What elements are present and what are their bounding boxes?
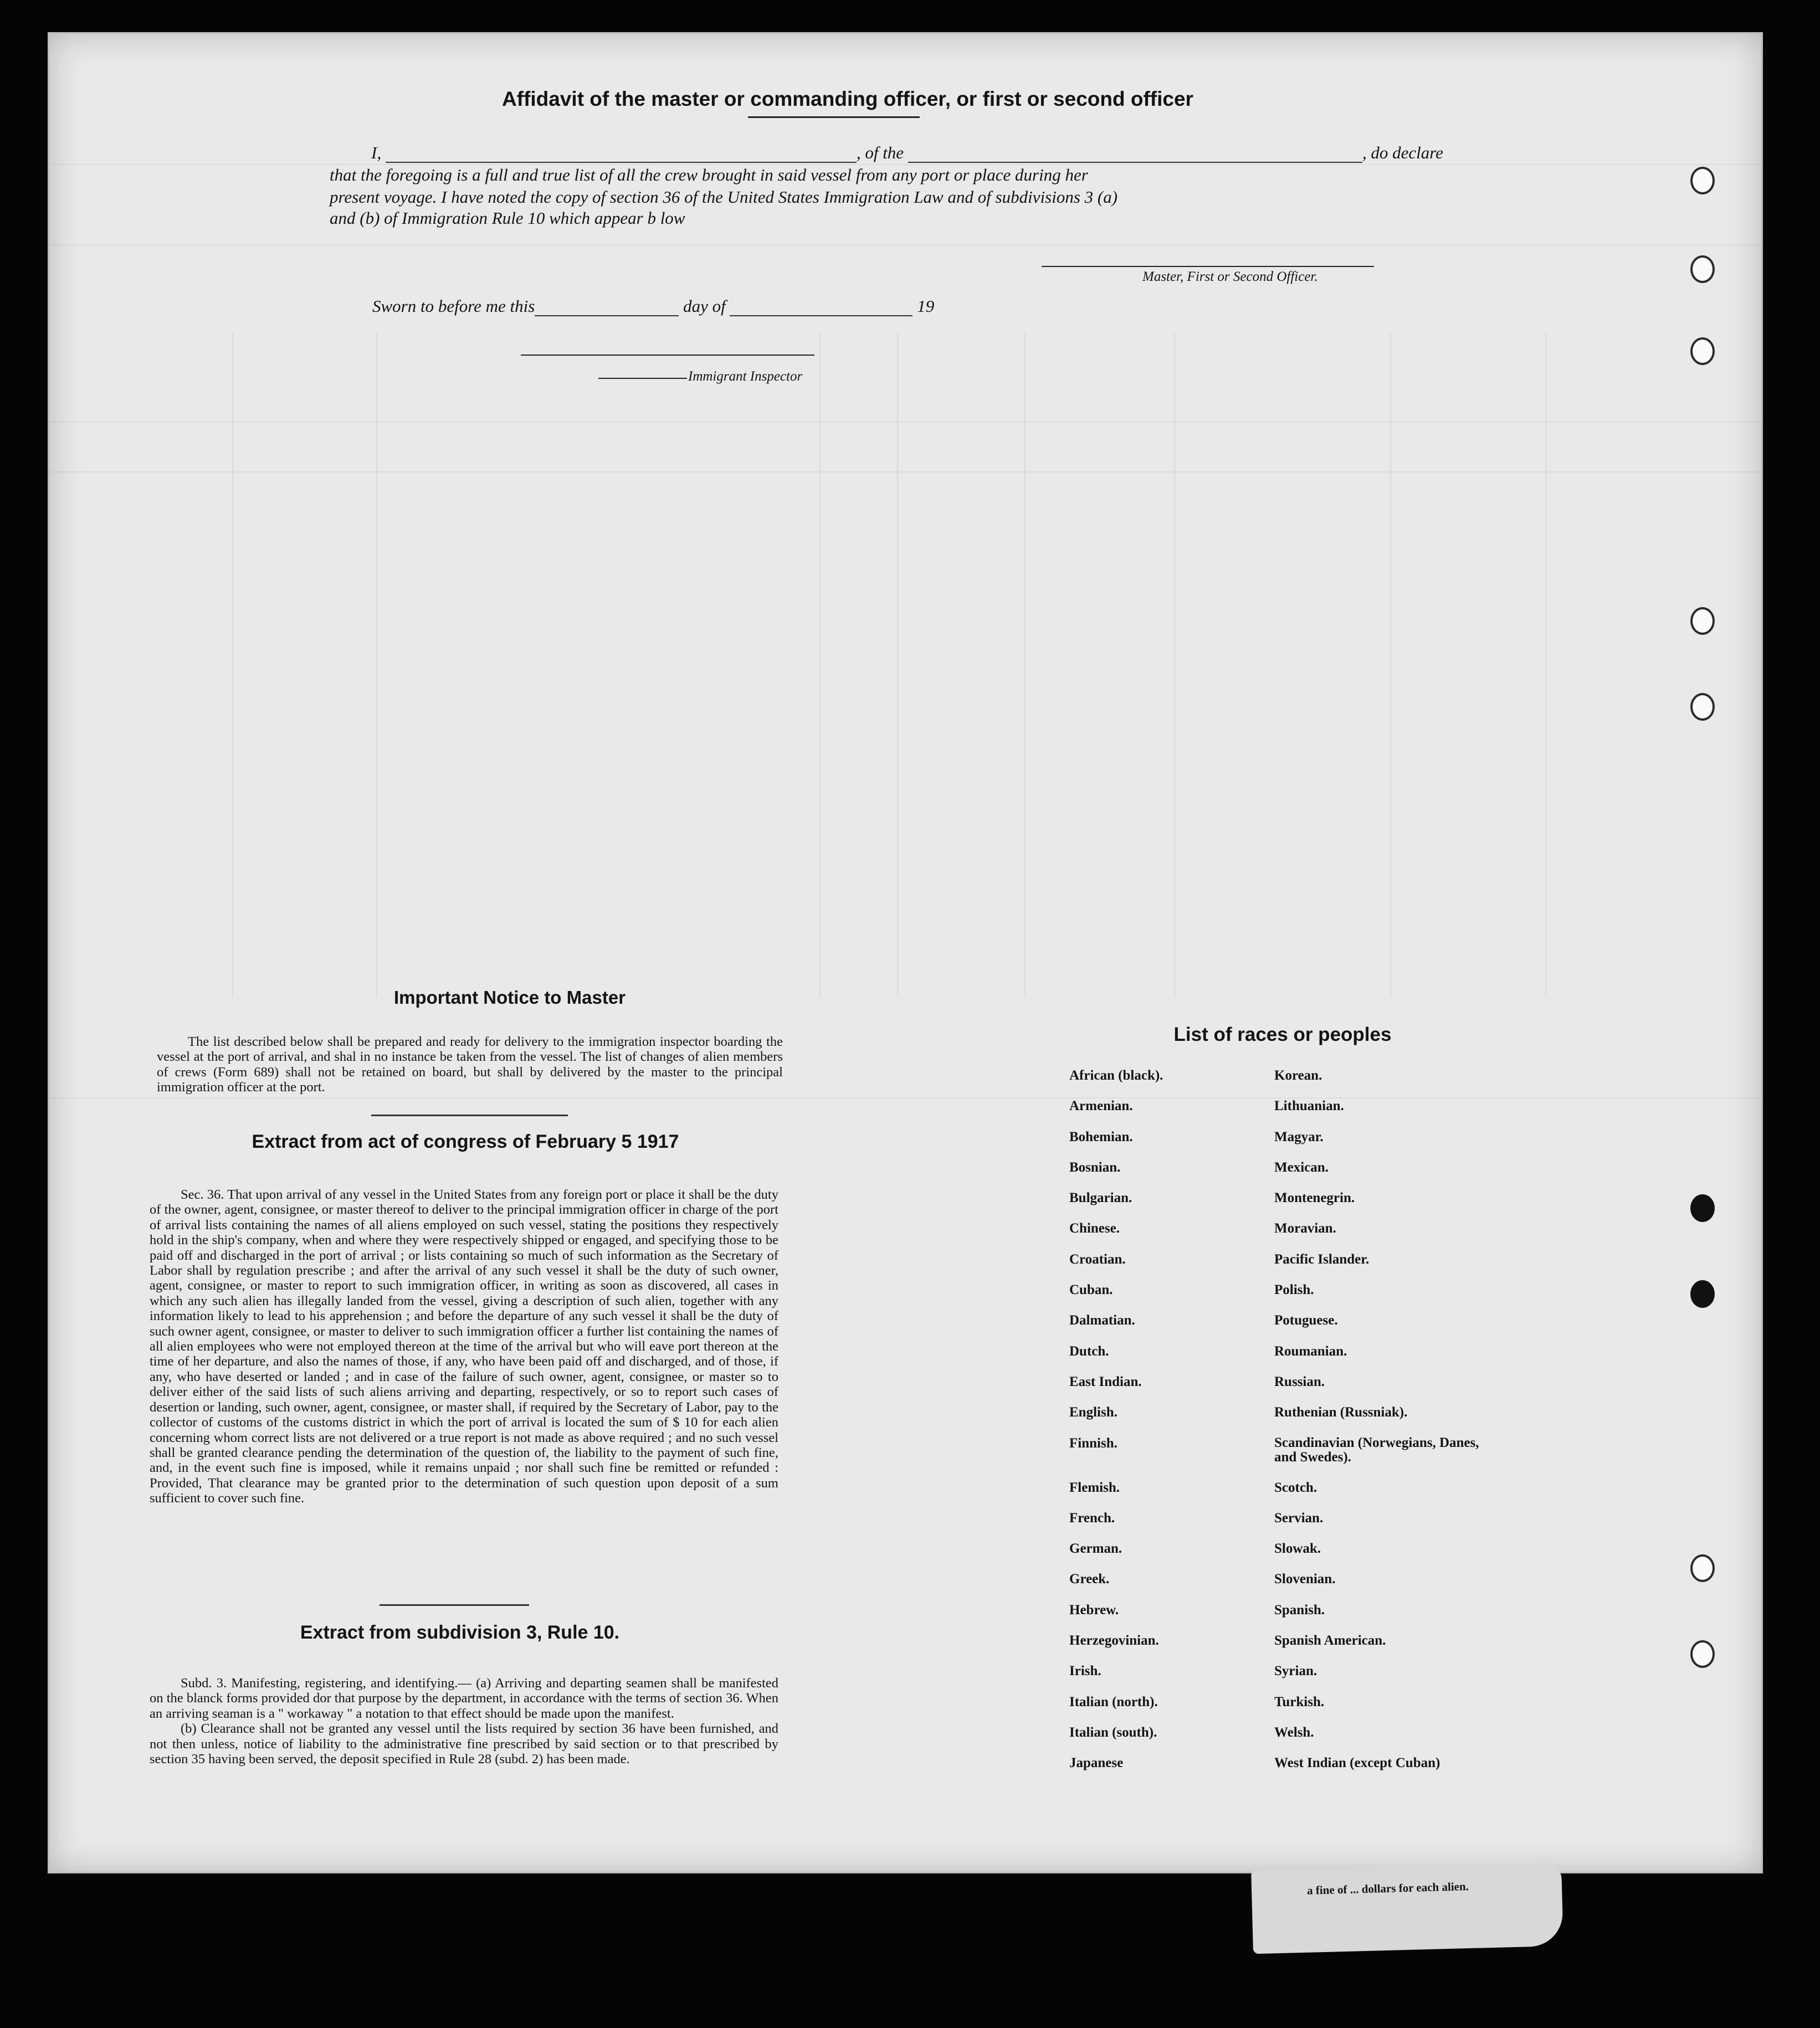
affidavit-of-the-label: , of the <box>856 143 904 162</box>
race-item: Servian. <box>1274 1510 1324 1526</box>
act-extract-paragraph: Sec. 36. That upon arrival of any vessel in the United States from any foreign port or place it shall be the duty of the owner, agent, consignee, or master thereof to deliver to the principal immigration officer in charge of the port of arrival lists containing the names of all aliens employed on such vessel, stating the positions they respectively hold in the ship's company, when and where they were respectively shipped or engaged, and specifying those to be paid off and discharged in the port of arrival ; or lists containing so much of such information as the Secretary of Labor shall by regulation prescribe ; and after the arrival of any such vessel it shall be the duty of such owner, agent, consignee, or master to report to such immigration officer, in writing as soon as discovered, all cases in which any such alien has illegally landed from the vessel, giving a description of such alien, together with any information likely to lead to his apprehension ; and before the departure of any such vessel it shall be the duty of such owner agent, consignee, or master to deliver to such immigration officer a further list containing the names of all alien employees who were not employed thereon at the time of the arrival but who will eave port thereon at the time of her departure, and also the names of those, if any, who have been paid off and discharged, and of those, if any, who have deserted or landed ; and in case of the failure of such owner, agent, consignee, or master so to deliver either of the said lists of such aliens arriving and departing, respectively, or so to report such cases of desertion or landing, such owner, agent, consignee, or master shall, if required by the Secretary of Labor, pay to the collector of customs of the customs district in which the port of arrival is located the sum of $ 10 for each alien concerning whom correct lists are not delivered or a true report is not made as above required ; and no such vessel shall be granted clearance pending the determination of the question of, the liability to the payment of such fine, and, in the event such fine is imposed, while it remains unpaid ; nor shall such fine be remitted or refunded : Provided, That clearance may be granted prior to the determination of such question upon deposit of a sum sufficient to cover such fine. <box>150 1187 778 1506</box>
sworn-day-blank[interactable] <box>535 300 679 316</box>
act-extract-rule <box>380 1604 529 1606</box>
race-item: Flemish. <box>1069 1480 1120 1495</box>
race-item: Pacific Islander. <box>1274 1251 1370 1267</box>
races-title: List of races or peoples <box>1173 1024 1392 1045</box>
act-extract-title: Extract from act of congress of February 5 1917 <box>252 1131 679 1152</box>
rule-extract-paragraph-a: Subd. 3. Manifesting, registering, and identifying.— (a) Arriving and departing seamen shall be manifested on the blanck forms provided dor that purpose by the department, in accordance with the terms of section 36. When an arriving seaman is a " workaway " a notation to that effect should be made upon the manifest. <box>150 1676 778 1721</box>
affidavit-declare-label: , do declare <box>1362 143 1443 162</box>
race-item: Hebrew. <box>1069 1602 1119 1618</box>
race-item: Lithuanian. <box>1274 1098 1344 1114</box>
race-item: Scandinavian (Norwegians, Danes, and Swedes). <box>1274 1435 1479 1465</box>
race-item: Korean. <box>1274 1068 1322 1083</box>
act-extract-text <box>150 1187 778 1506</box>
race-item: Dalmatian. <box>1069 1313 1135 1328</box>
affidavit-line-2: that the foregoing is a full and true list of all the crew brought in said vessel from any port or place during her <box>330 165 1088 184</box>
race-item: French. <box>1069 1510 1115 1526</box>
rule-extract-paragraph-b: (b) Clearance shall not be granted any vessel until the lists required by section 36 have been furnished, and not then unless, notice of liability to the administrative fine prescribed by said section or to that prescribed by section 35 having been served, the deposit specified in Rule 28 (subd. 2) has been made. <box>150 1721 778 1767</box>
race-item: Armenian. <box>1069 1098 1133 1114</box>
notice-title: Important Notice to Master <box>393 987 626 1008</box>
race-item: East Indian. <box>1069 1374 1142 1389</box>
race-item: English. <box>1069 1405 1117 1420</box>
race-item: Italian (north). <box>1069 1694 1158 1709</box>
race-item: Cuban. <box>1069 1282 1113 1298</box>
race-item: Dutch. <box>1069 1343 1109 1359</box>
notice-text <box>157 1034 783 1095</box>
punch-hole <box>1690 1280 1715 1308</box>
race-item: Bohemian. <box>1069 1129 1133 1144</box>
race-item: Turkish. <box>1274 1694 1325 1709</box>
race-item: Slovenian. <box>1274 1572 1336 1587</box>
affidavit-line-4: and (b) of Immigration Rule 10 which appear b low <box>330 208 685 228</box>
race-item: Spanish American. <box>1274 1633 1386 1649</box>
race-item: West Indian (except Cuban) <box>1274 1755 1440 1771</box>
affidavit-i-label: I, <box>371 143 382 162</box>
punch-hole <box>1690 607 1715 635</box>
race-item: Magyar. <box>1274 1129 1324 1144</box>
notice-rule <box>371 1115 568 1116</box>
inspector-signature-line[interactable] <box>521 355 814 356</box>
sworn-day-of-label: day of <box>683 296 726 316</box>
races-right-column <box>1274 1068 1490 1786</box>
race-item: Ruthenian (Russniak). <box>1274 1405 1408 1420</box>
punch-hole <box>1690 1554 1715 1582</box>
vessel-name-blank[interactable] <box>908 146 1362 163</box>
punch-hole <box>1690 255 1715 283</box>
race-item: African (black). <box>1069 1068 1163 1083</box>
race-item: Irish. <box>1069 1664 1101 1679</box>
inspector-signature-line-2 <box>598 378 687 379</box>
rule-extract-text <box>150 1676 778 1767</box>
sworn-label: Sworn to before me this <box>372 296 535 316</box>
punch-hole <box>1690 1194 1715 1222</box>
race-item: Bulgarian. <box>1069 1190 1132 1206</box>
race-item: Bosnian. <box>1069 1159 1121 1175</box>
race-item: Potuguese. <box>1274 1313 1338 1328</box>
race-item: Mexican. <box>1274 1159 1329 1175</box>
race-item: Finnish. <box>1069 1435 1117 1451</box>
torn-fragment-text: a fine of ... dollars for each alien. <box>1306 1880 1469 1897</box>
race-item: Welsh. <box>1274 1724 1314 1740</box>
affidavit-line-1 <box>371 143 1443 163</box>
notice-paragraph: The list described below shall be prepared and ready for delivery to the immigration inspector boarding the vessel at the port of arrival, and shal in no instance be taken from the vessel. The list of changes of alien members of crews (Form 689) shall not be retained on board, but shall by delivered by the master to the principal immigration officer at the port. <box>157 1034 783 1095</box>
races-left-column <box>1069 1068 1163 1786</box>
punch-hole <box>1690 1640 1715 1668</box>
race-item: Moravian. <box>1274 1221 1336 1236</box>
race-item: Polish. <box>1274 1282 1314 1298</box>
master-caption: Master, First or Second Officer. <box>1142 269 1318 284</box>
master-name-blank[interactable] <box>386 146 857 163</box>
race-item: Syrian. <box>1274 1664 1317 1679</box>
inspector-caption: Immigrant Inspector <box>688 369 803 384</box>
rule-extract-title: Extract from subdivision 3, Rule 10. <box>300 1622 620 1643</box>
torn-fragment <box>1251 1863 1563 1954</box>
title-rule <box>748 116 920 118</box>
race-item: Croatian. <box>1069 1251 1126 1267</box>
affidavit-title: Affidavit of the master or commanding officer, or first or second officer <box>502 88 1193 110</box>
punch-hole <box>1690 167 1715 194</box>
sworn-line <box>372 296 934 316</box>
affidavit-line-3: present voyage. I have noted the copy of section 36 of the United States Immigration Law and of subdivisions 3 (a) <box>330 187 1118 207</box>
sworn-month-blank[interactable] <box>730 300 912 316</box>
race-item: Greek. <box>1069 1572 1110 1587</box>
race-item: Scotch. <box>1274 1480 1317 1495</box>
race-item: Roumanian. <box>1274 1343 1347 1359</box>
race-item: Montenegrin. <box>1274 1190 1355 1206</box>
punch-hole <box>1690 693 1715 721</box>
master-signature-line[interactable] <box>1042 266 1374 267</box>
race-item: Herzegovinian. <box>1069 1633 1159 1649</box>
race-item: Chinese. <box>1069 1221 1120 1236</box>
race-item: German. <box>1069 1541 1122 1557</box>
race-item: Slowak. <box>1274 1541 1321 1557</box>
sworn-year-label: 19 <box>917 296 935 316</box>
punch-hole <box>1690 337 1715 365</box>
race-item: Italian (south). <box>1069 1724 1157 1740</box>
race-item: Russian. <box>1274 1374 1325 1389</box>
race-item: Japanese <box>1069 1755 1124 1771</box>
race-item: Spanish. <box>1274 1602 1325 1618</box>
